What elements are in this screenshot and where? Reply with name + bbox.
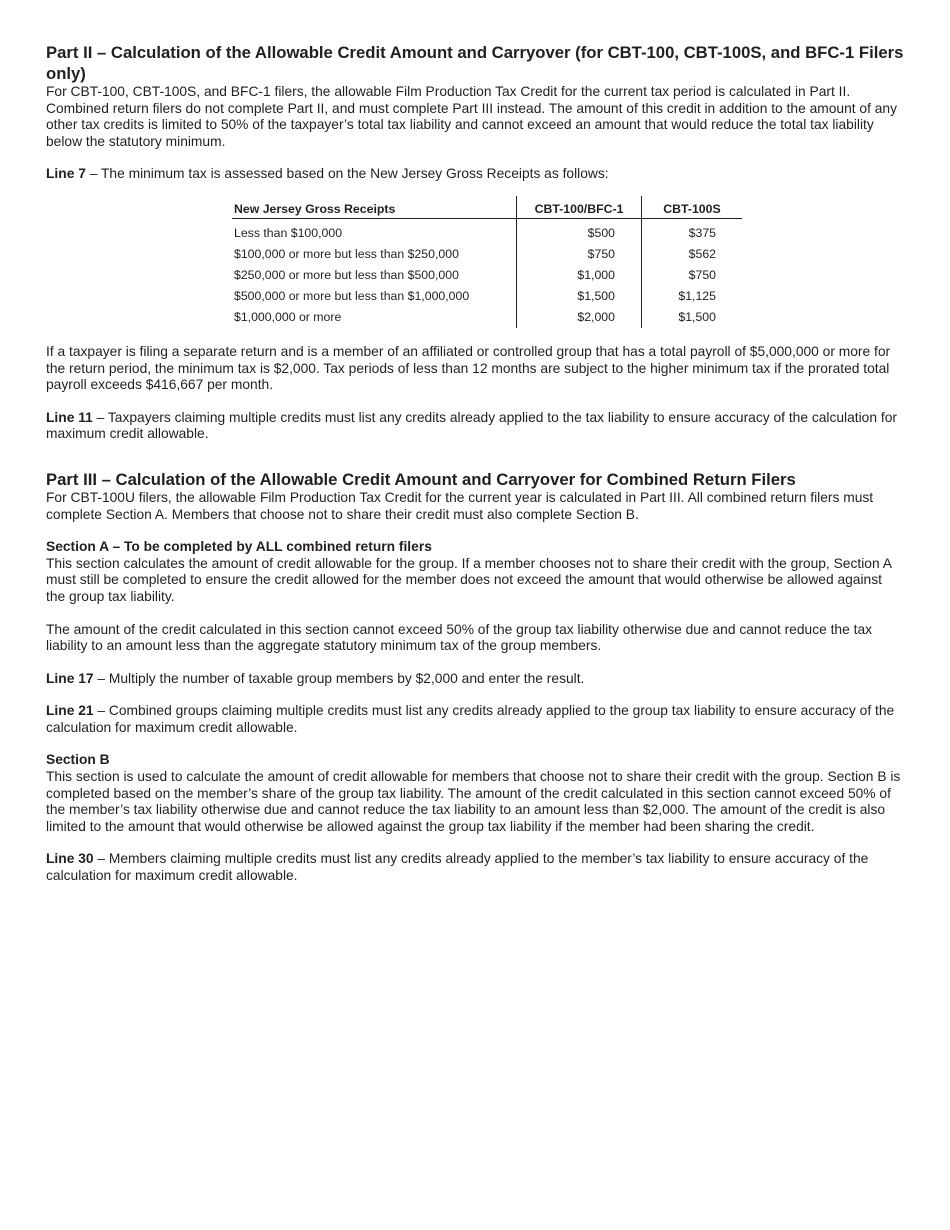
receipts-range: Less than $100,000 <box>234 226 343 241</box>
header-gross-receipts: New Jersey Gross Receipts <box>232 196 517 219</box>
cbt100-tax: $500 <box>517 218 642 244</box>
cbt100-tax: $750 <box>517 244 642 265</box>
line21-label: Line 21 <box>46 703 94 719</box>
section-a-paragraph-2: The amount of the credit calculated in this section cannot exceed 50% of the group tax liability otherwise due and cannot reduce the tax liability to an amount less than the aggregate statutory minimum tax of the group members. <box>46 621 873 654</box>
receipts-range: $1,000,000 or more <box>234 310 342 325</box>
table-header-row <box>232 196 742 219</box>
cbt100s-tax: $750 <box>642 265 743 286</box>
section-a-paragraph-1: This section calculates the amount of credit allowable for the group. If a member chooses not to share their credit with the group, Section A must still be completed to ensure the credit allowed for the member does not exceed the amount that would otherwise be allowed against the group tax liability. <box>46 555 892 604</box>
section-b-paragraph: This section is used to calculate the amount of credit allowable for members that choose not to share their credit with the group. Section B is completed based on the member’s share of the group tax liability. The amount of the credit calculated in this section cannot exceed 50% of the member’s tax liability otherwise due and cannot reduce the tax liability to an amount less than $2,000. The amount of the credit is also limited to the amount that would otherwise be allowed against the group tax liability if the member had been sharing the credit. <box>46 769 901 834</box>
cbt100s-tax: $562 <box>642 244 743 265</box>
line11-paragraph <box>46 410 904 443</box>
section-a-heading: Section A – To be completed by ALL combined return filers <box>46 539 432 555</box>
line7-paragraph <box>46 166 904 183</box>
line17-label: Line 17 <box>46 670 94 686</box>
table-row <box>232 286 742 307</box>
table-row <box>232 244 742 265</box>
table-row <box>232 265 742 286</box>
receipts-range: $100,000 or more but less than $250,000 <box>234 247 459 262</box>
line30-paragraph <box>46 851 904 884</box>
cbt100-tax: $2,000 <box>517 307 642 328</box>
cbt100s-tax: $1,500 <box>642 307 743 328</box>
cbt100-tax: $1,500 <box>517 286 642 307</box>
part2-intro: For CBT-100, CBT-100S, and BFC-1 filers, the allowable Film Production Tax Credit for the current tax period is calculated in Part II. Combined return filers do not complete Part II, and must complete Part III instead. The amount of this credit in addition to the amount of any other tax credits is limited to 50% of the taxpayer’s total tax liability and cannot exceed an amount that would reduce the total tax liability below the statutory minimum. <box>46 84 898 149</box>
line7-label: Line 7 <box>46 166 86 182</box>
line11-text: – Taxpayers claiming multiple credits must list any credits already applied to the tax liability to ensure accuracy of the calculation for maximum credit allowable. <box>46 409 897 442</box>
section-b-heading: Section B <box>46 752 110 768</box>
receipts-range: $500,000 or more but less than $1,000,000 <box>234 289 470 304</box>
line30-text: – Members claiming multiple credits must list any credits already applied to the member’s tax liability to ensure accuracy of the calculation for maximum credit allowable. <box>46 851 869 884</box>
cbt100s-tax: $375 <box>642 218 743 244</box>
part3-heading: Part III – Calculation of the Allowable Credit Amount and Carryover for Combined Return Filers <box>46 469 796 489</box>
affiliated-group-paragraph: If a taxpayer is filing a separate return and is a member of an affiliated or controlled group that has a total payroll of $5,000,000 or more for the return period, the minimum tax is $2,000. Tax periods of less than 12 months are subject to the higher minimum tax if the prorated total payroll exceeds $416,667 per month. <box>46 343 891 393</box>
line21-paragraph <box>46 703 904 736</box>
line17-paragraph <box>46 671 904 688</box>
part3-intro: For CBT-100U filers, the allowable Film Production Tax Credit for the current year is calculated in Part III. All combined return filers must complete Section A. Members that choose not to share their credit must also complete Section B. <box>46 489 874 522</box>
cbt100-tax: $1,000 <box>517 265 642 286</box>
line11-label: Line 11 <box>46 409 93 425</box>
line30-label: Line 30 <box>46 851 94 867</box>
table-row <box>232 307 742 328</box>
part2-heading: Part II – Calculation of the Allowable Credit Amount and Carryover (for CBT-100, CBT-100S, and BFC-1 Filers only) <box>46 43 904 83</box>
receipts-range: $250,000 or more but less than $500,000 <box>234 268 459 283</box>
minimum-tax-table <box>232 196 742 328</box>
table-row <box>232 218 742 244</box>
header-cbt100-bfc1: CBT-100/BFC-1 <box>517 196 642 219</box>
line21-text: – Combined groups claiming multiple credits must list any credits already applied to the group tax liability to ensure accuracy of the calculation for maximum credit allowable. <box>46 703 895 735</box>
header-cbt100s: CBT-100S <box>642 196 743 219</box>
line17-text: – Multiply the number of taxable group members by $2,000 and enter the result. <box>93 670 585 686</box>
cbt100s-tax: $1,125 <box>642 286 743 307</box>
line7-text: – The minimum tax is assessed based on the New Jersey Gross Receipts as follows: <box>85 166 609 182</box>
